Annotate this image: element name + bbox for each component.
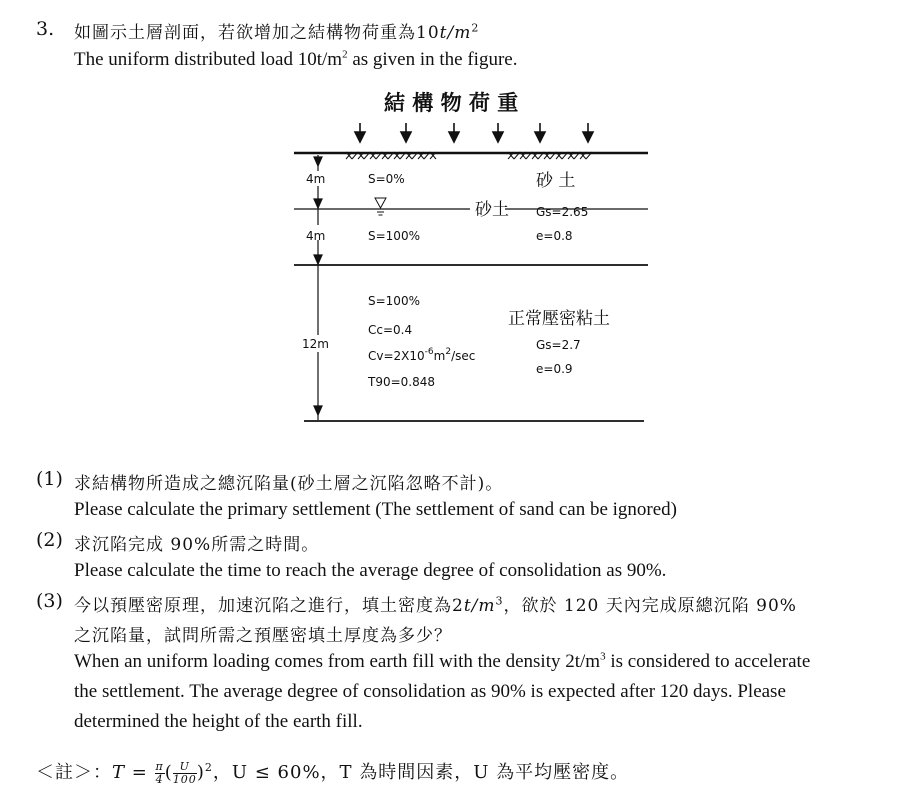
part-2-number: (2): [36, 529, 63, 551]
title-zh-text: 如圖示土層剖面，若欲增加之結構物荷重為10: [74, 23, 440, 43]
clay-thickness: 12m: [302, 337, 329, 351]
load-arrowhead-6: [583, 132, 593, 142]
clay-cv-suffix: /sec: [451, 349, 476, 363]
clay-cv-mid: m: [433, 349, 446, 363]
sand-gs: Gs=2.65: [536, 205, 589, 219]
load-arrows: [355, 123, 593, 142]
sand-label-mid: 砂土: [475, 200, 509, 220]
part-3-en-line1: [74, 651, 810, 673]
note-condition: ，U ≤ 60%，: [212, 762, 340, 783]
load-arrowhead-4: [493, 132, 503, 142]
part-3-en-line3: determined the height of the earth fill.: [74, 711, 363, 732]
sand-lower-thickness: 4m: [306, 229, 326, 243]
soil-profile-figure: [280, 80, 660, 440]
note-line: ＜註＞：T = $\frac{\pi}{4}$ ( $\frac{U}{100}$ )$^2$，U ≤ 60%，T 為時間因素，U 為平均壓密度。: [36, 759, 630, 786]
pi-symbol: π: [155, 759, 164, 773]
part-3-zh-unit: t/m: [463, 596, 496, 616]
part-3-en-exp: 3: [600, 650, 606, 663]
note-tail: T 為時間因素，U 為平均壓密度。: [339, 762, 630, 783]
part-2-zh: 求沉陷完成 90%所需之時間。: [74, 535, 320, 555]
title-en-suffix: as given in the figure.: [347, 49, 518, 70]
water-table-symbol: [375, 198, 386, 215]
load-arrowhead-5: [535, 132, 545, 142]
u-symbol: U: [173, 761, 197, 774]
clay-cv-exp: -6: [424, 347, 434, 357]
question-title-zh: [74, 18, 479, 43]
title-zh-unit-t: t: [439, 23, 448, 43]
u-over-hundred: [173, 761, 197, 786]
clay-cv-prefix: Cv=2X10: [368, 349, 425, 363]
part-3-en-suffix: is considered to accelerate: [605, 651, 811, 672]
four-denominator: 4: [155, 772, 164, 786]
load-label: 結 構 物 荷 重: [384, 90, 519, 115]
pi-over-four: [155, 761, 165, 786]
part-3-en-line2: the settlement. The average degree of consolidation as 90% is expected after 120 days. Please: [74, 681, 786, 702]
question-number: 3.: [36, 18, 55, 40]
part-3-zh-line2: 之沉陷量，試問所需之預壓密填土厚度為多少？: [74, 626, 452, 646]
dimension-line: [314, 155, 322, 420]
part-2-en: Please calculate the time to reach the average degree of consolidation as 90%.: [74, 560, 667, 581]
clay-cv-exp2: 2: [445, 347, 452, 357]
clay-t90: T90=0.848: [368, 375, 436, 389]
title-en-exp: 2: [342, 48, 348, 61]
note-formula-t: T =: [112, 762, 148, 783]
clay-label: 正常壓密粘土: [508, 309, 610, 329]
load-arrowhead-3: [449, 132, 459, 142]
title-en-text: The uniform distributed load 10t/m: [74, 49, 343, 70]
clay-saturation: S=100%: [368, 294, 420, 308]
load-arrowhead-1: [355, 132, 365, 142]
part-3-zh-suffix: ，欲於 120 天內完成原總沉陷 90%: [503, 596, 797, 616]
part-1-number: (1): [36, 468, 63, 490]
sand-upper-thickness: 4m: [306, 172, 326, 186]
clay-cc: Cc=0.4: [368, 323, 413, 337]
title-zh-exp: 2: [471, 21, 480, 35]
part-3-zh-exp: 3: [495, 594, 504, 608]
part-3-en-prefix: When an uniform loading comes from earth fill with the density 2t/m: [74, 651, 601, 672]
sand-upper-saturation: S=0%: [368, 172, 405, 186]
part-3-number: (3): [36, 590, 63, 612]
clay-cv: [368, 347, 475, 363]
part-1-zh: 求結構物所造成之總沉陷量(砂土層之沉陷忽略不計)。: [74, 474, 504, 494]
sand-e: e=0.8: [536, 229, 573, 243]
part-3-zh-line1: [74, 591, 797, 616]
load-arrowhead-2: [401, 132, 411, 142]
sand-label-top: 砂 土: [536, 171, 576, 191]
clay-e: e=0.9: [536, 362, 573, 376]
part-3-zh-prefix: 今以預壓密原理，加速沉陷之進行，填土密度為2: [74, 596, 464, 616]
title-zh-unit-m: /m: [447, 23, 472, 43]
hundred-denominator: 100: [172, 772, 197, 786]
clay-gs: Gs=2.7: [536, 338, 581, 352]
note-label: ＜註＞：: [36, 762, 112, 783]
sand-lower-saturation: S=100%: [368, 229, 420, 243]
question-title-en: [74, 49, 517, 71]
square-exp: 2: [204, 761, 213, 774]
part-1-en: Please calculate the primary settlement (The settlement of sand can be ignored): [74, 499, 678, 520]
